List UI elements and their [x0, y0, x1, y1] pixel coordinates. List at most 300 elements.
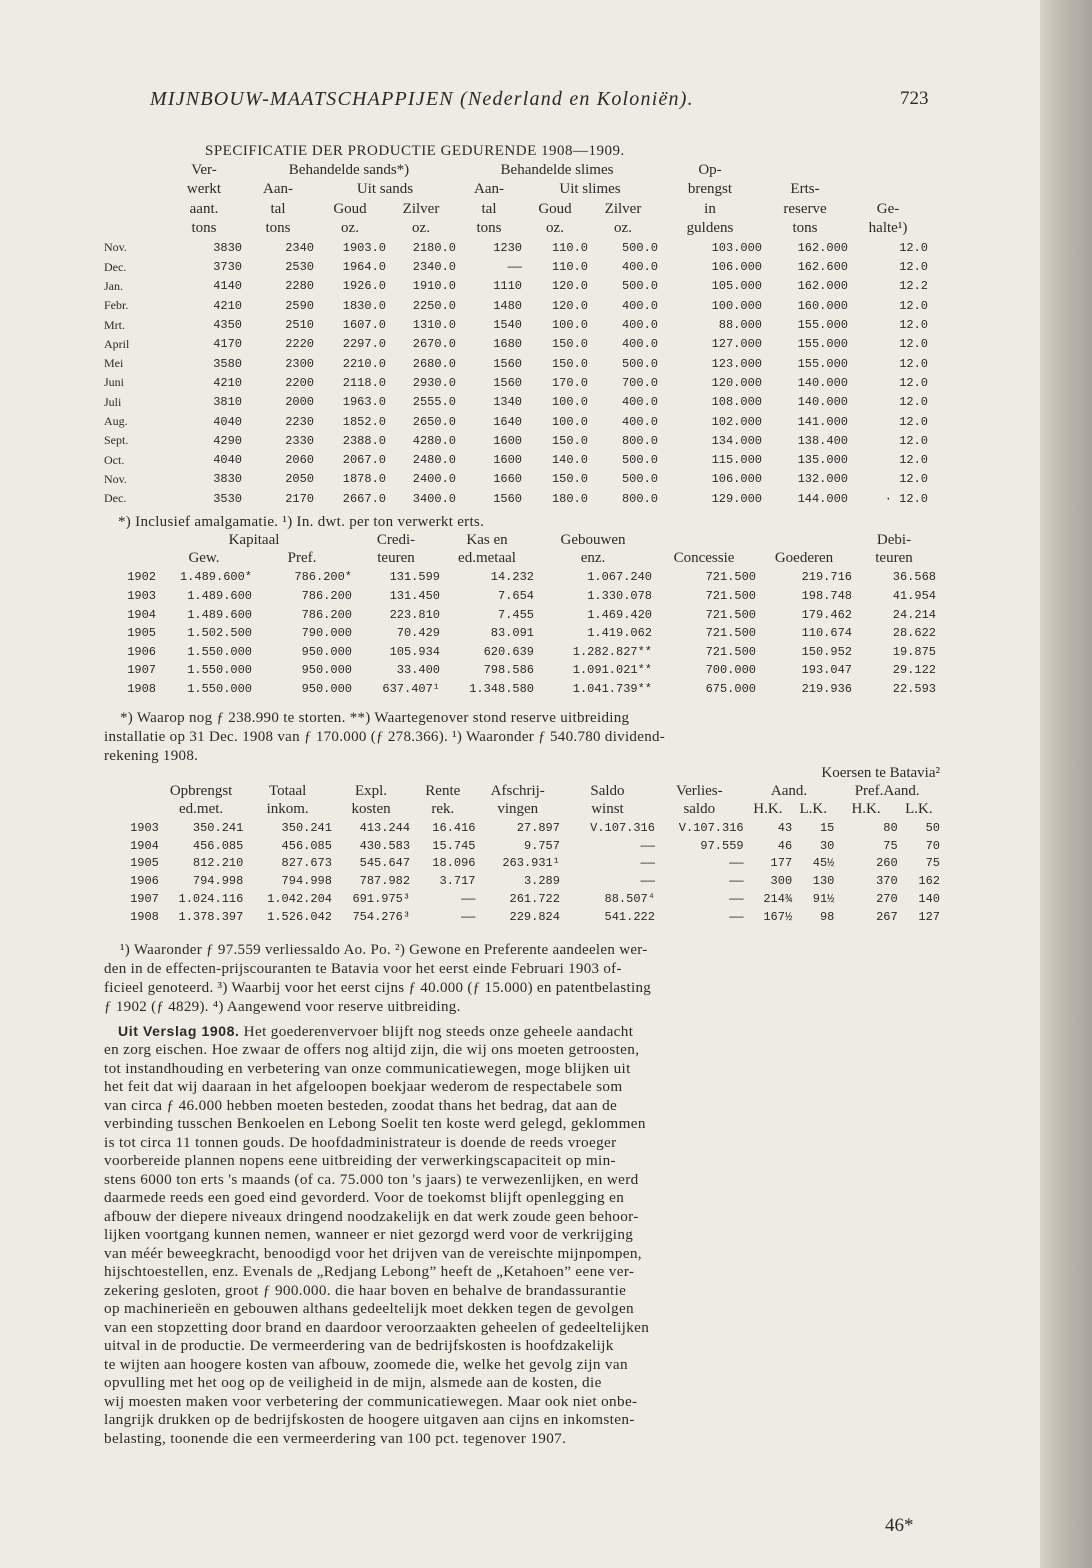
table-cell: 400.0: [621, 260, 658, 275]
header-cell: Concessie: [673, 550, 735, 567]
production-row: [104, 257, 928, 276]
header-cell: ed.met.: [179, 801, 224, 818]
table-cell: 29.122: [892, 663, 936, 678]
table-cell: 16.416: [432, 820, 476, 835]
table-cell: 1600: [493, 453, 522, 468]
table-cell: 2480.0: [412, 453, 456, 468]
table-cell: 787.982: [359, 874, 411, 889]
table-cell: 1908: [130, 910, 159, 925]
table-cell: 170.0: [551, 375, 588, 390]
header-cell: H.K.: [851, 801, 881, 818]
table-cell: 794.998: [192, 874, 244, 889]
table-cell: 1.042.204: [267, 892, 332, 907]
production-row: [104, 277, 928, 296]
table-cell: 219.716: [801, 570, 852, 585]
balance-row: [104, 661, 936, 680]
table-cell: 155.000: [797, 318, 848, 333]
table-cell: 27.897: [516, 820, 560, 835]
report-line: van méér beweegkracht, benoodigd voor het drijven van de vereischte mijnpompen,: [104, 1244, 642, 1262]
table-cell: 1.282.827**: [572, 644, 652, 659]
table-cell: 150.0: [551, 356, 588, 371]
report-line: van circa ƒ 46.000 hebben moeten besteden, zoodat thans het bedrag, dat aan de: [104, 1096, 618, 1114]
header-cell: L.K.: [905, 801, 933, 818]
report-line: afbouw der diepere niveaux dringend noodzakelijk en dat werk zoude geen behoor-: [104, 1207, 639, 1225]
table-cell: 790.000: [301, 626, 352, 641]
report-line: verbinding tusschen Benkoelen en Lebong Soelit ten koste werd gelegd, geklommen: [104, 1115, 646, 1132]
header-cell: Goud: [538, 200, 572, 217]
header-cell: oz.: [412, 220, 430, 237]
table-cell: 70.429: [396, 626, 440, 641]
table-cell: 1904: [130, 838, 159, 853]
table-cell: 12.0: [899, 414, 928, 429]
header-cell: tal: [481, 200, 497, 217]
table-cell: 43: [777, 820, 793, 835]
table-cell: 15: [819, 820, 835, 835]
table-cell: 2510: [285, 318, 314, 333]
table-cell: 80: [883, 820, 898, 835]
report-line: wij moesten maken voor verbetering der communicatiewegen. Maar ook niet onbe-: [104, 1392, 638, 1410]
table-cell: 135.000: [797, 453, 848, 468]
header-cell: reserve: [783, 200, 827, 217]
balance-row: [104, 568, 936, 587]
table-cell: 1903.0: [342, 240, 386, 255]
table-cell: 2340: [285, 240, 314, 255]
table-cell: 1903: [130, 820, 159, 835]
table-cell: 300: [770, 874, 793, 889]
table-cell: 223.810: [389, 607, 440, 622]
header-cell: Op-: [698, 162, 722, 179]
production-header-row: [104, 200, 928, 219]
header-cell: aant.: [189, 200, 219, 217]
table-cell: 4040: [213, 453, 242, 468]
table-cell: 2670.0: [412, 337, 456, 352]
table-cell: 2220: [285, 337, 314, 352]
table-cell: 350.241: [281, 820, 332, 835]
production-row: [104, 238, 928, 257]
table-cell: 97.559: [700, 838, 744, 853]
balance-row: [104, 680, 936, 699]
table-cell: 1910.0: [412, 279, 456, 294]
table-cell: 120.0: [551, 279, 588, 294]
table-cell: 3580: [213, 356, 242, 371]
table-cell: 1340: [493, 395, 522, 410]
table-cell: 100.0: [551, 395, 588, 410]
table-cell: 2300: [285, 356, 314, 371]
table-cell: 4210: [213, 298, 242, 313]
table-cell: 105.934: [389, 644, 440, 659]
header-cell: Verlies-: [675, 783, 723, 800]
table-cell: 430.583: [359, 838, 411, 853]
table-cell: 267: [876, 910, 898, 925]
table-cell: 500.0: [621, 356, 658, 371]
table-cell: 721.500: [705, 589, 756, 604]
table-cell: 131.450: [389, 589, 440, 604]
table-cell: 141.000: [797, 414, 848, 429]
table-cell: 106.000: [711, 472, 762, 487]
balance-row: [104, 624, 936, 643]
table-cell: 1310.0: [412, 318, 456, 333]
table-cell: 4350: [213, 318, 242, 333]
table-cell: 162.600: [797, 260, 848, 275]
balance-footnote-1: *) Waarop nog ƒ 238.990 te storten. **) Waartegenover stond reserve uitbreiding: [120, 710, 630, 726]
table-cell: 14.232: [490, 570, 534, 585]
report-line: zekering gesloten, groot ƒ 900.000. die haar boven en behalve de brandassurantie: [104, 1281, 627, 1299]
table-cell: 2170: [285, 491, 314, 506]
table-cell: 129.000: [711, 491, 762, 506]
table-cell: 4280.0: [412, 433, 456, 448]
table-cell: 134.000: [711, 433, 762, 448]
header-cell: Ver-: [191, 162, 217, 179]
table-cell: 12.0: [899, 433, 928, 448]
table-cell: ——: [640, 856, 655, 871]
header-cell: winst: [591, 801, 624, 818]
table-cell: Dec.: [104, 259, 127, 274]
results-rows: [104, 819, 940, 926]
table-cell: 110.0: [551, 260, 588, 275]
table-cell: 3530: [213, 491, 242, 506]
table-cell: 1.489.600*: [179, 570, 252, 585]
results-row: [104, 854, 940, 872]
table-cell: 786.200: [301, 607, 352, 622]
table-cell: 1.024.116: [178, 892, 244, 907]
balance-row: [104, 643, 936, 662]
table-cell: 541.222: [604, 910, 655, 925]
balance-footnote-3: rekening 1908.: [104, 748, 199, 764]
table-cell: 120.000: [711, 375, 762, 390]
table-cell: 700.000: [705, 663, 756, 678]
results-footnote-3: ficieel genoteerd. ³) Waarbij voor het eerst cijns ƒ 40.000 (ƒ 15.000) en patentbelasting: [104, 980, 652, 996]
table-cell: 102.000: [711, 414, 762, 429]
table-cell: 1.502.500: [187, 626, 252, 641]
table-cell: 2555.0: [412, 395, 456, 410]
table-cell: 2297.0: [342, 337, 386, 352]
header-cell: Aand.: [770, 783, 808, 800]
table-cell: 12.0: [899, 395, 928, 410]
table-cell: 456.085: [281, 838, 332, 853]
table-cell: 2340.0: [412, 260, 456, 275]
table-cell: ——: [640, 874, 655, 889]
header-cell: L.K.: [799, 801, 828, 818]
table-cell: 1.091.021**: [572, 663, 652, 678]
table-cell: 88.507⁴: [604, 892, 655, 907]
table-cell: 1902: [127, 570, 156, 585]
header-cell: Aan-: [474, 181, 504, 198]
results-footnote-1: ¹) Waaronder ƒ 97.559 verliessaldo Ao. Po. ²) Gewone en Preferente aandeelen wer-: [120, 942, 648, 958]
table-cell: 721.500: [705, 607, 756, 622]
production-row: [104, 393, 928, 412]
table-cell: 9.757: [523, 838, 560, 853]
table-cell: 1560: [493, 375, 522, 390]
table-cell: 1.348.580: [469, 682, 534, 697]
table-cell: 1904: [127, 607, 156, 622]
results-table: [104, 765, 940, 926]
header-cell: Credi-: [376, 531, 416, 548]
table-cell: 1540: [493, 318, 522, 333]
table-cell: 1852.0: [342, 414, 386, 429]
table-cell: 7.455: [497, 607, 534, 622]
header-cell: tal: [270, 200, 286, 217]
results-header-row: [104, 801, 940, 819]
table-cell: 1560: [493, 356, 522, 371]
table-cell: 150.0: [551, 472, 588, 487]
table-cell: 1640: [493, 414, 522, 429]
table-cell: 675.000: [705, 682, 756, 697]
table-cell: 160.000: [797, 298, 848, 313]
report-line: stens 6000 ton erts 's maands (of ca. 75.000 ton 's jaars) te verwezenlijken, en werd: [104, 1170, 639, 1188]
table-cell: 1.041.739**: [572, 682, 652, 697]
table-cell: 155.000: [797, 337, 848, 352]
header-cell: Pref.: [287, 550, 317, 567]
table-cell: 1.550.000: [187, 663, 252, 678]
table-cell: 155.000: [797, 356, 848, 371]
table-cell: 131.599: [389, 570, 440, 585]
table-cell: 83.091: [490, 626, 534, 641]
table-cell: 400.0: [621, 337, 658, 352]
balance-table: [104, 531, 936, 698]
table-cell: 28.622: [892, 626, 936, 641]
table-cell: 108.000: [711, 395, 762, 410]
table-cell: 24.214: [892, 607, 936, 622]
table-cell: 1.419.062: [587, 626, 652, 641]
production-header-row: [104, 219, 928, 238]
table-cell: 36.568: [892, 570, 936, 585]
table-cell: 798.586: [483, 663, 534, 678]
table-cell: ——: [729, 910, 744, 925]
table-cell: 41.954: [892, 589, 936, 604]
table-cell: ——: [507, 260, 522, 275]
table-cell: 1906: [130, 874, 159, 889]
header-cell: Afschrij-: [490, 783, 545, 800]
table-cell: 400.0: [621, 318, 658, 333]
balance-header-row: [104, 531, 936, 550]
report-line: uitval in de productie. De vermeerdering van de bedrijfskosten is hoofdzakelijk: [104, 1337, 614, 1354]
table-cell: 2680.0: [412, 356, 456, 371]
table-cell: April: [104, 336, 130, 351]
table-cell: V.107.316: [678, 820, 744, 835]
production-rows: [104, 238, 928, 508]
table-cell: 75: [883, 838, 898, 853]
table-cell: 88.000: [718, 318, 762, 333]
header-cell: oz.: [546, 220, 564, 237]
header-cell: Behandelde slimes: [500, 162, 614, 179]
header-cell: saldo: [683, 801, 716, 818]
report-first-line: [118, 1022, 940, 1042]
report-body: [104, 1041, 940, 1448]
table-cell: 3830: [213, 472, 242, 487]
table-cell: Febr.: [104, 298, 129, 313]
table-cell: 721.500: [705, 626, 756, 641]
table-cell: 827.673: [281, 856, 332, 871]
table-cell: 1963.0: [342, 395, 386, 410]
header-cell: Pref.Aand.: [854, 783, 920, 800]
table-cell: Jan.: [104, 278, 123, 293]
results-row: [104, 872, 940, 890]
table-cell: 1607.0: [342, 318, 386, 333]
production-header-row: [104, 161, 928, 180]
table-cell: 400.0: [621, 414, 658, 429]
header-cell: Gew.: [188, 550, 220, 567]
balance-row: [104, 605, 936, 624]
table-cell: 219.936: [801, 682, 852, 697]
header-cell: Zilver: [604, 200, 642, 217]
table-cell: 2250.0: [412, 298, 456, 313]
header-cell: Goederen: [774, 550, 834, 567]
table-cell: 721.500: [705, 570, 756, 585]
balance-row: [104, 587, 936, 606]
header-cell: oz.: [614, 220, 632, 237]
table-cell: 620.639: [483, 644, 534, 659]
report-line: op machinerieën en gebouwen althans gedeeltelijk moet dekken tegen de gevolgen: [104, 1300, 634, 1317]
table-cell: 2590: [285, 298, 314, 313]
table-cell: 1906: [127, 644, 156, 659]
table-cell: 123.000: [711, 356, 762, 371]
table-cell: 4170: [213, 337, 242, 352]
table-cell: 1905: [127, 626, 156, 641]
report-line: van een stopzetting door brand en daardoor veroorzaakten geheelen of gedeeltelijken: [104, 1318, 650, 1336]
table-cell: 2050: [285, 472, 314, 487]
production-table: [104, 161, 928, 508]
table-cell: 2230: [285, 414, 314, 429]
header-cell: Debi-: [876, 531, 912, 548]
table-cell: 1680: [493, 337, 522, 352]
header-cell: in: [704, 200, 716, 217]
report-line: belasting, toonende die een vermeerdering van 100 pct. tegenover 1907.: [104, 1429, 567, 1447]
table-cell: 100.000: [711, 298, 762, 313]
report-line: voorbereide plannen nopens eene uitbreiding der verwerkingscapaciteit op min-: [104, 1152, 616, 1169]
table-cell: 140.000: [797, 395, 848, 410]
table-cell: 98: [819, 910, 835, 925]
table-cell: Nov.: [104, 240, 127, 255]
table-cell: 1.067.240: [587, 570, 652, 585]
table-cell: 2200: [285, 375, 314, 390]
production-row: [104, 450, 928, 469]
table-cell: 12.0: [899, 356, 928, 371]
table-cell: 3400.0: [412, 491, 456, 506]
table-cell: 100.0: [551, 414, 588, 429]
table-cell: Nov.: [104, 471, 127, 486]
table-cell: 950.000: [301, 682, 352, 697]
table-cell: 812.210: [192, 856, 244, 871]
page-number: 723: [900, 88, 929, 109]
production-row: [104, 373, 928, 392]
production-row: [104, 354, 928, 373]
table-cell: 12.0: [899, 472, 928, 487]
page-header: [0, 88, 1040, 116]
table-cell: 167½: [763, 910, 793, 925]
table-cell: 691.975³: [352, 892, 411, 907]
production-row: [104, 470, 928, 489]
table-cell: 456.085: [192, 838, 244, 853]
header-cell: Ge-: [876, 200, 900, 217]
report-line: hijschtoestellen, enz. Evenals de „Redjang Lebong” heeft de „Ketahoen” eene ver-: [104, 1263, 635, 1280]
table-cell: 12.0: [899, 298, 928, 313]
table-cell: 150.0: [551, 433, 588, 448]
page-edge: [1040, 0, 1092, 1568]
table-cell: 786.200*: [294, 570, 352, 585]
table-cell: 1560: [493, 491, 522, 506]
header-cell: Kapitaal: [228, 531, 280, 548]
table-cell: 400.0: [621, 298, 658, 313]
signature-mark: 46*: [885, 1515, 914, 1536]
report-line: langrijk drukken op de bedrijfskosten de hoogere uitgaven aan cijns en inkomsten-: [104, 1411, 635, 1428]
table-cell: 786.200: [301, 589, 352, 604]
table-cell: 1230: [493, 240, 522, 255]
table-cell: 12.0: [899, 318, 928, 333]
table-cell: 1110: [493, 279, 522, 294]
table-cell: ——: [461, 892, 476, 907]
header-cell: tons: [476, 220, 502, 237]
header-cell: Gebouwen: [560, 531, 626, 548]
table-cell: 1.378.397: [178, 910, 244, 925]
report-line: opvulling met het oog op de veiligheid in de mijn, alsmede aan de kosten, die: [104, 1374, 602, 1391]
table-cell: 177: [770, 856, 793, 871]
header-cell: halte¹): [868, 220, 908, 237]
table-cell: Oct.: [104, 452, 125, 467]
results-row: [104, 837, 940, 855]
table-cell: 162.000: [797, 279, 848, 294]
table-cell: 500.0: [621, 453, 658, 468]
table-cell: 140: [918, 892, 940, 907]
table-cell: 12.0: [899, 337, 928, 352]
table-cell: Juli: [104, 394, 122, 409]
table-cell: 150.952: [801, 644, 852, 659]
table-cell: 7.654: [497, 589, 534, 604]
table-cell: 1.550.000: [187, 644, 252, 659]
header-cell: guldens: [686, 220, 734, 237]
production-row: [104, 412, 928, 431]
header-cell: inkom.: [266, 801, 309, 818]
table-cell: 106.000: [711, 260, 762, 275]
table-cell: 1907: [127, 663, 156, 678]
table-cell: V.107.316: [590, 820, 655, 835]
table-cell: 1964.0: [342, 260, 386, 275]
table-cell: 2210.0: [342, 356, 386, 371]
table-cell: ——: [729, 874, 744, 889]
report-line: is tot circa 11 tonnen gouds. De hoofdadministrateur is doende de reeds vroeger: [104, 1133, 617, 1151]
table-cell: 120.0: [551, 298, 588, 313]
table-cell: 75: [925, 856, 940, 871]
header-cell: Kas en: [466, 531, 508, 548]
table-cell: 261.722: [509, 892, 560, 907]
table-cell: 18.096: [432, 856, 476, 871]
table-cell: 2650.0: [412, 414, 456, 429]
table-cell: 1480: [493, 298, 522, 313]
table-cell: Sept.: [104, 433, 129, 448]
header-cell: tons: [265, 220, 291, 237]
header-cell: teuren: [875, 550, 913, 567]
table-cell: 70: [925, 838, 940, 853]
table-cell: 1905: [130, 856, 159, 871]
production-table-title: SPECIFICATIE DER PRODUCTIE GEDURENDE 1908—1909.: [205, 143, 625, 159]
table-cell: 800.0: [621, 491, 658, 506]
table-cell: Mei: [104, 356, 124, 371]
table-cell: 22.593: [892, 682, 936, 697]
table-cell: 700.0: [621, 375, 658, 390]
balance-footnote-2: installatie op 31 Dec. 1908 van ƒ 170.000 (ƒ 278.366). ¹) Waaronder ƒ 540.780 dividend-: [104, 729, 666, 745]
table-cell: 15.745: [432, 838, 476, 853]
header-cell: Aan-: [263, 181, 293, 198]
balance-header-row: [104, 550, 936, 569]
table-cell: 2530: [285, 260, 314, 275]
table-cell: 800.0: [621, 433, 658, 448]
table-cell: 3810: [213, 395, 242, 410]
table-cell: 140.0: [551, 453, 588, 468]
header-cell: vingen: [497, 801, 539, 818]
header-cell: teuren: [377, 550, 415, 567]
table-cell: 1907: [130, 892, 159, 907]
table-cell: 193.047: [801, 663, 852, 678]
table-cell: 132.000: [797, 472, 848, 487]
